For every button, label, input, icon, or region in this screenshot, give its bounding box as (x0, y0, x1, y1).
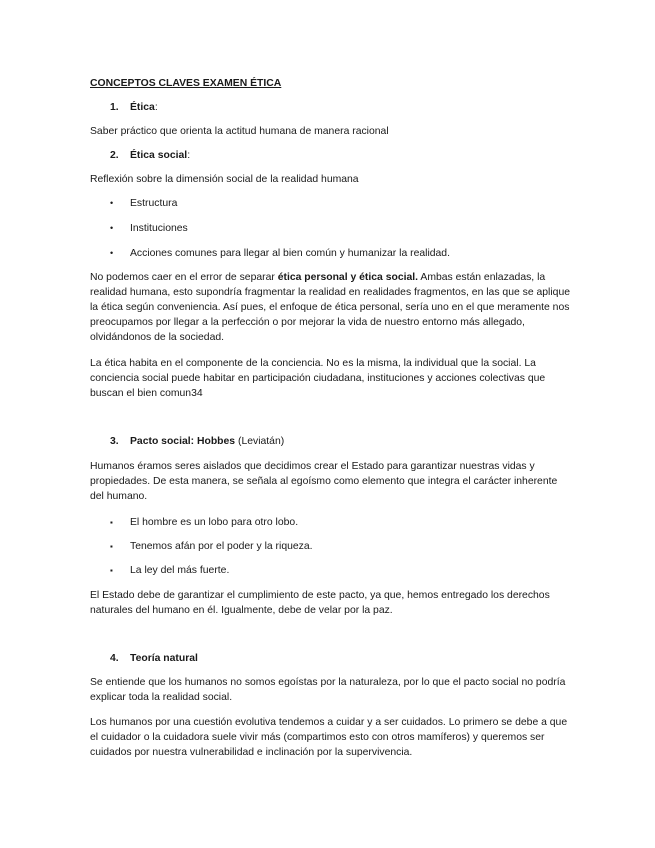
paragraph: Los humanos por una cuestión evolutiva tendemos a cuidar y a ser cuidados. Lo primero se debe a que el cuidador o la cuidadora suele vivir más (compartimos esto con otros mamíferos) y queremos ser cuidados por nuestra vulnerabilidad e inclinación por la supervivencia. (90, 717, 568, 758)
list-item-text: Acciones comunes para llegar al bien común y humanizar la realidad. (130, 248, 450, 259)
bullet-icon: ▪ (110, 518, 113, 527)
section-number: 3. (110, 436, 119, 447)
list-item (110, 515, 590, 530)
section-title-suffix: : (154, 102, 158, 113)
paragraph: La ética habita en el componente de la conciencia. No es la misma, la individual que la social. La conciencia social puede habitar en participación ciudadana, instituciones y acciones colectivas que buscan el bien comun34 (90, 358, 546, 399)
paragraph: No podemos caer en el error de separar ética personal y ética social. Ambas están enlazadas, la realidad humana, esto supondría fragmentar la realidad en realidades fragmentos, en las que se aplique la ética según conveniencia. Así pues, el enfoque de ética personal, sería uno en el que meramente nos preocupamos por llegar a la perfección o por mejorar la vida de nuestro entorno más allegado, olvidándonos de la sociedad. (90, 272, 571, 343)
list-item (110, 196, 590, 211)
paragraph: Se entiende que los humanos no somos egoístas por la naturaleza, por lo que el pacto social no podría explicar toda la realidad social. (90, 677, 566, 703)
section-heading-pacto-social (110, 434, 590, 449)
section-title-suffix: : (187, 150, 191, 161)
section-title: Teoría natural (130, 653, 198, 664)
section-title: Pacto social: Hobbes (130, 436, 236, 447)
bullet-icon: ▪ (110, 566, 113, 575)
section-title-suffix: (Leviatán) (235, 436, 285, 447)
list-item-text: La ley del más fuerte. (130, 565, 230, 576)
section-title: Ética social (130, 150, 188, 161)
bullet-icon: • (110, 198, 114, 208)
list-item (110, 563, 590, 578)
bullet-icon: ▪ (110, 542, 113, 551)
section-heading-teoria-natural (110, 651, 590, 666)
section-number: 2. (110, 150, 119, 161)
bullet-icon: • (110, 223, 114, 233)
paragraph: Humanos éramos seres aislados que decidimos crear el Estado para garantizar nuestras vidas y propiedades. De esta manera, se señala al egoísmo como elemento que integra el carácter inherente del humano. (90, 461, 558, 502)
paragraph: Saber práctico que orienta la actitud humana de manera racional (90, 126, 389, 137)
section-number: 4. (110, 653, 119, 664)
list-item (110, 539, 590, 554)
section-title: Ética (130, 102, 155, 113)
list-item-text: Instituciones (130, 223, 188, 234)
section-heading-etica (110, 100, 590, 115)
section-number: 1. (110, 102, 119, 113)
list-item-text: Estructura (130, 198, 178, 209)
list-item (110, 221, 590, 236)
bullet-icon: • (110, 248, 114, 258)
bold-phrase: ética personal y ética social. (277, 272, 419, 283)
paragraph: El Estado debe de garantizar el cumplimiento de este pacto, ya que, hemos entregado los derechos naturales del humano en él. Igualmente, debe de velar por la paz. (90, 590, 550, 616)
paragraph: Reflexión sobre la dimensión social de la realidad humana (90, 174, 359, 185)
list-item-text: El hombre es un lobo para otro lobo. (130, 517, 299, 528)
list-item (110, 246, 590, 261)
document-title: CONCEPTOS CLAVES EXAMEN ÉTICA (90, 78, 282, 89)
section-heading-etica-social (110, 148, 590, 163)
list-item-text: Tenemos afán por el poder y la riqueza. (130, 541, 313, 552)
